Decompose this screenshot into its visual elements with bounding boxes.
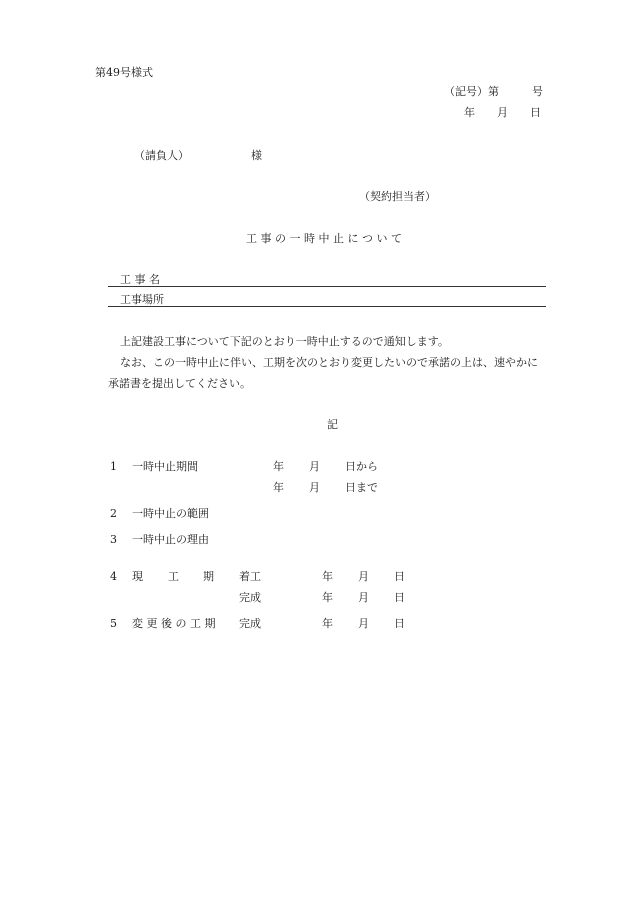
item-1-number: 1 (110, 460, 117, 473)
item-4-label-char-3: 期 (203, 570, 214, 583)
document-title: 工 事 の 一 時 中 止 に つ い て (246, 232, 402, 245)
contract-officer-label: （契約担当者） (359, 190, 436, 203)
item-4-start-year: 年 (322, 570, 333, 583)
record-number-label: （記号）第 号 (444, 85, 543, 98)
item-3-label: 一時中止の理由 (132, 533, 209, 546)
item-1-to-month: 月 (309, 481, 320, 494)
item-4-number: 4 (110, 570, 117, 583)
item-1-from-year: 年 (273, 460, 284, 473)
item-5-end-year: 年 (322, 617, 333, 630)
body-paragraph-2-line-1: なお、この一時中止に伴い、工期を次のとおり変更したいので承諾の上は、速やかに (120, 356, 538, 369)
item-2-number: 2 (110, 507, 117, 520)
item-4-end-month: 月 (358, 591, 369, 604)
form-number: 第49号様式 (95, 66, 153, 79)
body-paragraph-1: 上記建設工事について下記のとおり一時中止するので通知します。 (120, 335, 449, 348)
construction-name-label: 工 事 名 (120, 273, 160, 286)
contractor-label: （請負人） (134, 149, 189, 162)
item-4-start-label: 着工 (239, 570, 261, 583)
item-4-end-day: 日 (394, 591, 405, 604)
construction-name-underline (108, 286, 546, 287)
item-4-end-year: 年 (322, 591, 333, 604)
item-4-start-day: 日 (394, 570, 405, 583)
body-paragraph-2-line-2: 承諾書を提出してください。 (108, 377, 251, 390)
item-5-end-month: 月 (358, 617, 369, 630)
item-1-from-month: 月 (309, 460, 320, 473)
construction-site-underline (108, 306, 546, 307)
item-5-end-day: 日 (394, 617, 405, 630)
item-5-number: 5 (110, 617, 117, 630)
honorific-sama: 様 (251, 149, 262, 162)
item-4-start-month: 月 (358, 570, 369, 583)
item-3-number: 3 (110, 533, 117, 546)
item-5-end-label: 完成 (239, 617, 261, 630)
item-1-to-year: 年 (273, 481, 284, 494)
item-1-from-day: 日から (345, 460, 378, 473)
construction-site-label: 工事場所 (120, 293, 164, 306)
item-2-label: 一時中止の範囲 (132, 507, 209, 520)
item-1-label: 一時中止期間 (132, 460, 198, 473)
issue-date: 年 月 日 (464, 106, 541, 119)
item-5-label: 変 更 後 の 工 期 (132, 617, 216, 630)
item-4-end-label: 完成 (239, 591, 261, 604)
item-4-label-char-1: 現 (132, 570, 143, 583)
item-4-label-char-2: 工 (168, 570, 179, 583)
ki-heading: 記 (327, 418, 338, 431)
item-1-to-day: 日まで (345, 481, 378, 494)
